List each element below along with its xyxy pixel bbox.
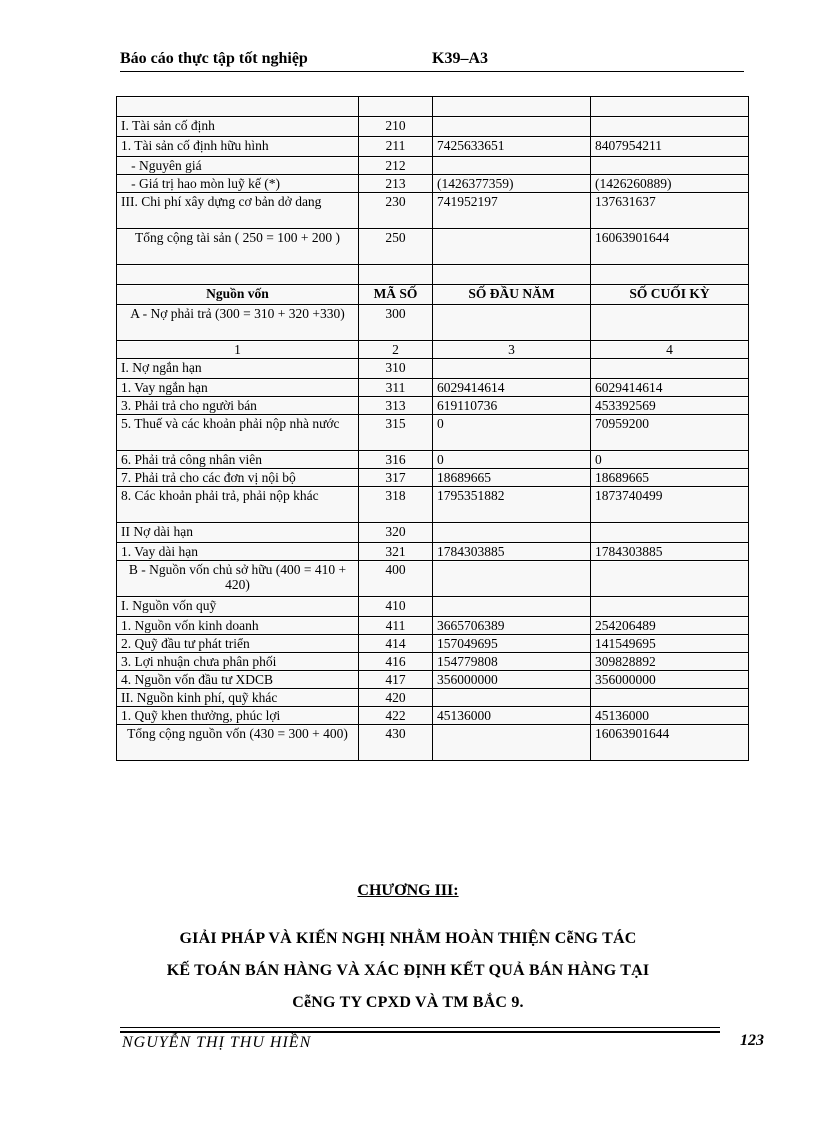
item-name-cell: B - Nguồn vốn chủ sở hữu (400 = 410 + 420): [117, 561, 359, 597]
item-code-cell: 230: [359, 193, 433, 229]
opening-balance-cell: 356000000: [433, 671, 591, 689]
closing-balance-cell: 1873740499: [591, 487, 749, 523]
item-code-cell: 250: [359, 229, 433, 265]
opening-balance-cell: 0: [433, 451, 591, 469]
closing-balance-cell: [591, 117, 749, 137]
table-row: [117, 97, 749, 117]
item-name-cell: Nguồn vốn: [117, 285, 359, 305]
opening-balance-cell: (1426377359): [433, 175, 591, 193]
item-code-cell: 420: [359, 689, 433, 707]
item-code-cell: 211: [359, 137, 433, 157]
closing-balance-cell: 453392569: [591, 397, 749, 415]
item-name-cell: 3. Lợi nhuận chưa phân phối: [117, 653, 359, 671]
item-name-cell: I. Nguồn vốn quỹ: [117, 597, 359, 617]
closing-balance-cell: [591, 305, 749, 341]
author-name: NGUYỄN THỊ THU HIỀN: [122, 1034, 312, 1051]
item-code-cell: 317: [359, 469, 433, 487]
chapter-heading-line-2: KẾ TOÁN BÁN HÀNG VÀ XÁC ĐỊNH KẾT QUẢ BÁN HÀNG TẠI: [166, 962, 650, 979]
item-code-cell: 430: [359, 725, 433, 761]
item-code-cell: 416: [359, 653, 433, 671]
closing-balance-cell: 1784303885: [591, 543, 749, 561]
item-name-cell: I. Nợ ngắn hạn: [117, 359, 359, 379]
closing-balance-cell: 16063901644: [591, 229, 749, 265]
table-row: [117, 229, 749, 265]
closing-balance-cell: 8407954211: [591, 137, 749, 157]
closing-balance-cell: [591, 597, 749, 617]
closing-balance-cell: 309828892: [591, 653, 749, 671]
item-name-cell: - Nguyên giá: [117, 157, 359, 175]
item-name-cell: Tổng cộng nguồn vốn (430 = 300 + 400): [117, 725, 359, 761]
item-code-cell: 2: [359, 341, 433, 359]
table-row: [117, 671, 749, 689]
closing-balance-cell: [591, 97, 749, 117]
table-header-row: [117, 285, 749, 305]
table-row: [117, 265, 749, 285]
table-row: [117, 137, 749, 157]
item-name-cell: 6. Phải trả công nhân viên: [117, 451, 359, 469]
closing-balance-cell: [591, 359, 749, 379]
opening-balance-cell: [433, 359, 591, 379]
chapter-title: CHƯƠNG III:: [357, 882, 459, 899]
opening-balance-cell: [433, 229, 591, 265]
opening-balance-cell: SỐ ĐẦU NĂM: [433, 285, 591, 305]
closing-balance-cell: [591, 265, 749, 285]
item-name-cell: 3. Phải trả cho người bán: [117, 397, 359, 415]
item-code-cell: 313: [359, 397, 433, 415]
table-row: [117, 451, 749, 469]
opening-balance-cell: 18689665: [433, 469, 591, 487]
footer-rule: [120, 1027, 720, 1028]
item-name-cell: A - Nợ phải trả (300 = 310 + 320 +330): [117, 305, 359, 341]
item-code-cell: 318: [359, 487, 433, 523]
item-name-cell: 1: [117, 341, 359, 359]
closing-balance-cell: 6029414614: [591, 379, 749, 397]
closing-balance-cell: 141549695: [591, 635, 749, 653]
item-code-cell: 320: [359, 523, 433, 543]
table-row: [117, 653, 749, 671]
table-row: [117, 415, 749, 451]
opening-balance-cell: [433, 725, 591, 761]
item-code-cell: [359, 97, 433, 117]
item-code-cell: 316: [359, 451, 433, 469]
chapter-heading-line-1: GIẢI PHÁP VÀ KIẾN NGHỊ NHẰM HOÀN THIỆN CễNG TÁC: [179, 930, 637, 947]
closing-balance-cell: [591, 157, 749, 175]
report-title: Báo cáo thực tập tốt nghiệp: [120, 50, 308, 67]
closing-balance-cell: SỐ CUỐI KỲ: [591, 285, 749, 305]
opening-balance-cell: 741952197: [433, 193, 591, 229]
item-name-cell: 1. Tài sản cố định hữu hình: [117, 137, 359, 157]
opening-balance-cell: [433, 689, 591, 707]
item-code-cell: 300: [359, 305, 433, 341]
item-code-cell: [359, 265, 433, 285]
header-rule: [120, 71, 744, 72]
opening-balance-cell: 7425633651: [433, 137, 591, 157]
table-row: [117, 725, 749, 761]
closing-balance-cell: 45136000: [591, 707, 749, 725]
closing-balance-cell: 254206489: [591, 617, 749, 635]
item-code-cell: 212: [359, 157, 433, 175]
opening-balance-cell: 0: [433, 415, 591, 451]
chapter-heading-line-3: CễNG TY CPXD VÀ TM BẮC 9.: [292, 994, 524, 1011]
table-row: [117, 469, 749, 487]
item-code-cell: 414: [359, 635, 433, 653]
table-row: [117, 617, 749, 635]
opening-balance-cell: [433, 157, 591, 175]
item-name-cell: II Nợ dài hạn: [117, 523, 359, 543]
opening-balance-cell: 1784303885: [433, 543, 591, 561]
item-name-cell: 8. Các khoản phải trả, phải nộp khác: [117, 487, 359, 523]
closing-balance-cell: [591, 689, 749, 707]
table-row: [117, 397, 749, 415]
item-code-cell: 210: [359, 117, 433, 137]
closing-balance-cell: 18689665: [591, 469, 749, 487]
item-name-cell: 1. Vay ngắn hạn: [117, 379, 359, 397]
table-row: [117, 193, 749, 229]
item-name-cell: 1. Nguồn vốn kinh doanh: [117, 617, 359, 635]
footer-rule-thick: [120, 1031, 720, 1033]
table-row: [117, 487, 749, 523]
table-row: [117, 635, 749, 653]
item-code-cell: 400: [359, 561, 433, 597]
closing-balance-cell: 70959200: [591, 415, 749, 451]
opening-balance-cell: [433, 97, 591, 117]
item-name-cell: [117, 97, 359, 117]
table-row: [117, 597, 749, 617]
opening-balance-cell: [433, 561, 591, 597]
table-row: [117, 707, 749, 725]
table-row: [117, 543, 749, 561]
opening-balance-cell: 6029414614: [433, 379, 591, 397]
item-name-cell: 7. Phải trả cho các đơn vị nội bộ: [117, 469, 359, 487]
item-code-cell: 411: [359, 617, 433, 635]
closing-balance-cell: (1426260889): [591, 175, 749, 193]
opening-balance-cell: [433, 523, 591, 543]
opening-balance-cell: [433, 117, 591, 137]
table-row: [117, 561, 749, 597]
item-code-cell: MÃ SỐ: [359, 285, 433, 305]
opening-balance-cell: 157049695: [433, 635, 591, 653]
item-code-cell: 422: [359, 707, 433, 725]
opening-balance-cell: 619110736: [433, 397, 591, 415]
item-name-cell: 1. Vay dài hạn: [117, 543, 359, 561]
item-name-cell: Tổng cộng tài sản ( 250 = 100 + 200 ): [117, 229, 359, 265]
opening-balance-cell: 3665706389: [433, 617, 591, 635]
closing-balance-cell: 4: [591, 341, 749, 359]
item-name-cell: 2. Quỹ đầu tư phát triển: [117, 635, 359, 653]
closing-balance-cell: 0: [591, 451, 749, 469]
table-row: [117, 689, 749, 707]
item-code-cell: 410: [359, 597, 433, 617]
class-code: K39–A3: [432, 50, 488, 67]
opening-balance-cell: 45136000: [433, 707, 591, 725]
item-name-cell: I. Tài sản cố định: [117, 117, 359, 137]
item-name-cell: [117, 265, 359, 285]
item-code-cell: 310: [359, 359, 433, 379]
closing-balance-cell: 356000000: [591, 671, 749, 689]
closing-balance-cell: [591, 523, 749, 543]
opening-balance-cell: 1795351882: [433, 487, 591, 523]
item-name-cell: II. Nguồn kinh phí, quỹ khác: [117, 689, 359, 707]
item-code-cell: 321: [359, 543, 433, 561]
table-row: [117, 523, 749, 543]
balance-sheet-table: [116, 96, 749, 761]
table-row: [117, 359, 749, 379]
table-row: [117, 305, 749, 341]
item-name-cell: 4. Nguồn vốn đầu tư XDCB: [117, 671, 359, 689]
opening-balance-cell: [433, 265, 591, 285]
item-code-cell: 311: [359, 379, 433, 397]
item-name-cell: - Giá trị hao mòn luỹ kế (*): [117, 175, 359, 193]
opening-balance-cell: 3: [433, 341, 591, 359]
item-code-cell: 213: [359, 175, 433, 193]
item-name-cell: 5. Thuế và các khoản phải nộp nhà nước: [117, 415, 359, 451]
page-number: 123: [740, 1032, 764, 1049]
item-code-cell: 417: [359, 671, 433, 689]
item-code-cell: 315: [359, 415, 433, 451]
item-name-cell: III. Chi phí xây dựng cơ bản dở dang: [117, 193, 359, 229]
table-row: [117, 379, 749, 397]
closing-balance-cell: [591, 561, 749, 597]
opening-balance-cell: 154779808: [433, 653, 591, 671]
closing-balance-cell: 137631637: [591, 193, 749, 229]
closing-balance-cell: 16063901644: [591, 725, 749, 761]
table-row: [117, 157, 749, 175]
item-name-cell: 1. Quỹ khen thưởng, phúc lợi: [117, 707, 359, 725]
opening-balance-cell: [433, 597, 591, 617]
table-row: [117, 175, 749, 193]
table-row: [117, 341, 749, 359]
opening-balance-cell: [433, 305, 591, 341]
table-row: [117, 117, 749, 137]
page-header: [120, 50, 744, 72]
